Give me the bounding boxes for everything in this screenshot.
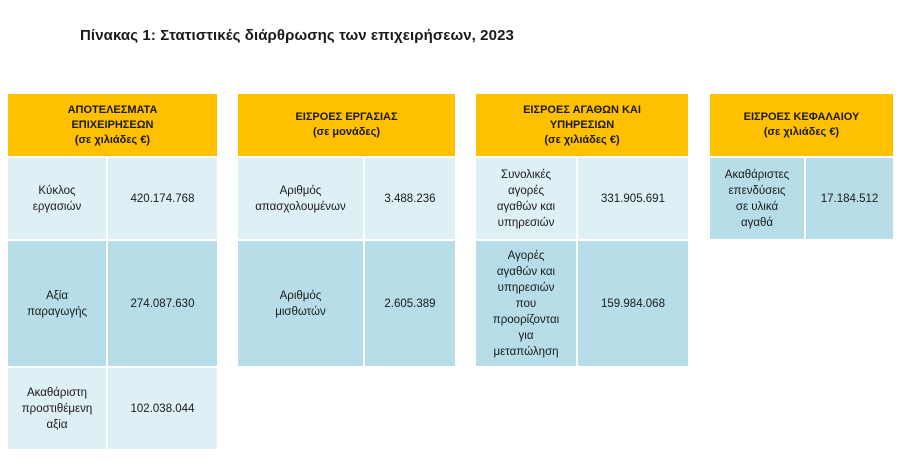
row-value: 2.605.389 [365, 241, 455, 366]
page-title: Πίνακας 1: Στατιστικές διάρθρωσης των επιχειρήσεων, 2023 [80, 27, 514, 44]
row-value: 331.905.691 [578, 158, 688, 239]
table-row [476, 156, 688, 239]
row-label: Κύκλος εργασιών [8, 158, 108, 239]
table-header: ΑΠΟΤΕΛΕΣΜΑΤΑ ΕΠΙΧΕΙΡΗΣΕΩΝ (σε χιλιάδες €) [8, 94, 217, 156]
table-row [710, 156, 893, 239]
table-row [476, 239, 688, 366]
row-label: Αξία παραγωγής [8, 241, 108, 366]
table-row [8, 366, 217, 449]
row-label: Αριθμός απασχολουμένων [238, 158, 365, 239]
row-label: Ακαθάριστες επενδύσεις σε υλικά αγαθά [710, 158, 806, 239]
table-header: ΕΙΣΡΟΕΣ ΕΡΓΑΣΙΑΣ (σε μονάδες) [238, 94, 455, 156]
table-labour-inputs [238, 94, 455, 366]
table-goods-services-inputs [476, 94, 688, 366]
table-row [238, 239, 455, 366]
row-value: 3.488.236 [365, 158, 455, 239]
table-capital-inputs [710, 94, 893, 239]
row-value: 102.038.044 [108, 368, 217, 449]
row-value: 420.174.768 [108, 158, 217, 239]
row-value: 274.087.630 [108, 241, 217, 366]
row-value: 17.184.512 [806, 158, 893, 239]
table-row [8, 156, 217, 239]
row-label: Αριθμός μισθωτών [238, 241, 365, 366]
table-row [238, 156, 455, 239]
row-label: Συνολικές αγορές αγαθών και υπηρεσιών [476, 158, 578, 239]
row-label: Ακαθάριστη προστιθέμενη αξία [8, 368, 108, 449]
table-business-results [8, 94, 217, 449]
table-header: ΕΙΣΡΟΕΣ ΚΕΦΑΛΑΙΟΥ (σε χιλιάδες €) [710, 94, 893, 156]
table-header: ΕΙΣΡΟΕΣ ΑΓΑΘΩΝ ΚΑΙ ΥΠΗΡΕΣΙΩΝ (σε χιλιάδες €) [476, 94, 688, 156]
table-row [8, 239, 217, 366]
row-value: 159.984.068 [578, 241, 688, 366]
row-label: Αγορές αγαθών και υπηρεσιών που προορίζονται για μεταπώληση [476, 241, 578, 366]
